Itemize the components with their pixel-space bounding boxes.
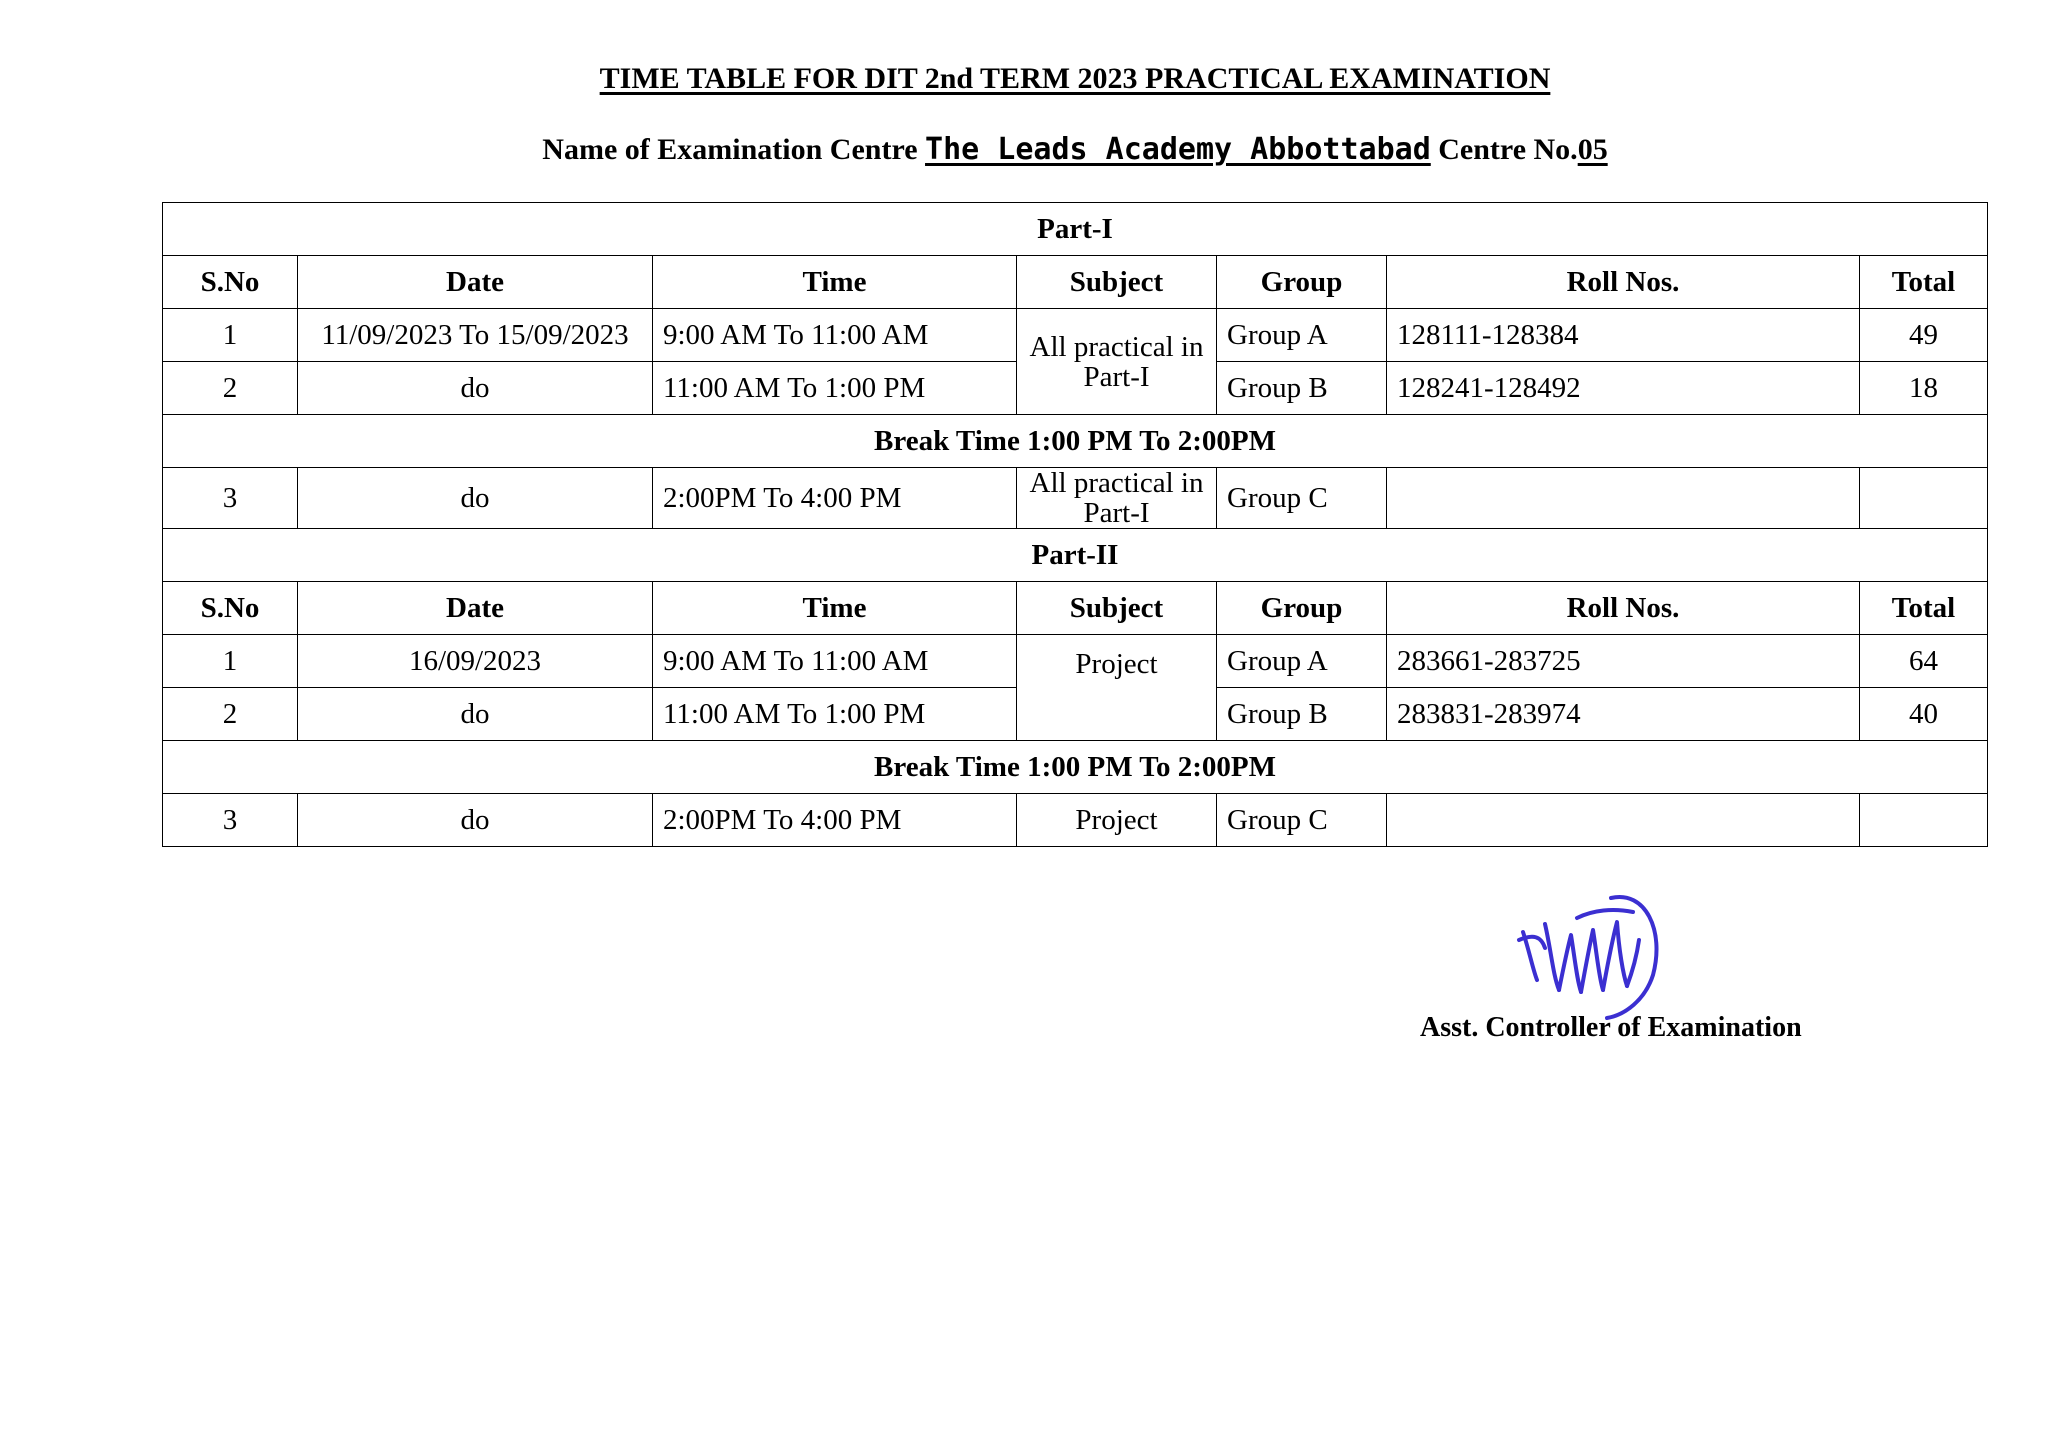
cell-date: 16/09/2023 <box>298 635 653 688</box>
cell-time: 9:00 AM To 11:00 AM <box>653 309 1017 362</box>
cell-time: 9:00 AM To 11:00 AM <box>653 635 1017 688</box>
part2-heading-row <box>163 529 1988 582</box>
cell-time: 11:00 AM To 1:00 PM <box>653 362 1017 415</box>
cell-date: 11/09/2023 To 15/09/2023 <box>298 309 653 362</box>
centre-line <box>0 132 2048 167</box>
cell-group: Group A <box>1217 635 1387 688</box>
cell-sno: 2 <box>163 362 298 415</box>
cell-group: Group B <box>1217 688 1387 741</box>
cell-total: 40 <box>1860 688 1988 741</box>
col-sno: S.No <box>163 582 298 635</box>
col-roll: Roll Nos. <box>1387 582 1860 635</box>
centre-name: The Leads Academy Abbottabad <box>925 132 1431 167</box>
centre-prefix: Name of Examination Centre <box>542 133 918 166</box>
col-total: Total <box>1860 582 1988 635</box>
part1-header-row <box>163 256 1988 309</box>
cell-subject: All practical in Part-I <box>1017 309 1217 415</box>
table-row <box>163 635 1988 688</box>
cell-roll: 128241-128492 <box>1387 362 1860 415</box>
col-date: Date <box>298 582 653 635</box>
centre-no-label: Centre No. <box>1438 133 1578 166</box>
col-date: Date <box>298 256 653 309</box>
col-roll: Roll Nos. <box>1387 256 1860 309</box>
cell-total: 18 <box>1860 362 1988 415</box>
cell-time: 11:00 AM To 1:00 PM <box>653 688 1017 741</box>
cell-total <box>1860 468 1988 529</box>
table-row <box>163 468 1988 529</box>
cell-sno: 1 <box>163 309 298 362</box>
centre-no: 05 <box>1577 133 1608 166</box>
cell-sno: 1 <box>163 635 298 688</box>
col-total: Total <box>1860 256 1988 309</box>
col-time: Time <box>653 256 1017 309</box>
col-subject: Subject <box>1017 582 1217 635</box>
cell-group: Group C <box>1217 468 1387 529</box>
part2-break: Break Time 1:00 PM To 2:00PM <box>163 741 1988 794</box>
cell-time: 2:00PM To 4:00 PM <box>653 794 1017 847</box>
signature-block <box>1420 890 1820 1060</box>
cell-sno: 2 <box>163 688 298 741</box>
cell-subject: Project <box>1017 635 1217 741</box>
cell-roll: 128111-128384 <box>1387 309 1860 362</box>
cell-group: Group B <box>1217 362 1387 415</box>
cell-roll: 283661-283725 <box>1387 635 1860 688</box>
col-group: Group <box>1217 256 1387 309</box>
cell-group: Group C <box>1217 794 1387 847</box>
col-group: Group <box>1217 582 1387 635</box>
part2-break-row <box>163 741 1988 794</box>
cell-sno: 3 <box>163 794 298 847</box>
col-sno: S.No <box>163 256 298 309</box>
cell-time: 2:00PM To 4:00 PM <box>653 468 1017 529</box>
cell-roll: 283831-283974 <box>1387 688 1860 741</box>
cell-total <box>1860 794 1988 847</box>
part2-header-row <box>163 582 1988 635</box>
cell-subject: All practical in Part-I <box>1017 468 1217 529</box>
col-subject: Subject <box>1017 256 1217 309</box>
col-time: Time <box>653 582 1017 635</box>
cell-date: do <box>298 362 653 415</box>
cell-total: 64 <box>1860 635 1988 688</box>
document-title: TIME TABLE FOR DIT 2nd TERM 2023 PRACTICAL EXAMINATION <box>599 62 1551 95</box>
part1-break-row <box>163 415 1988 468</box>
table-row <box>163 794 1988 847</box>
cell-date: do <box>298 468 653 529</box>
part2-heading: Part-II <box>163 529 1988 582</box>
table-row <box>163 309 1988 362</box>
cell-group: Group A <box>1217 309 1387 362</box>
cell-sno: 3 <box>163 468 298 529</box>
cell-roll <box>1387 794 1860 847</box>
cell-roll <box>1387 468 1860 529</box>
signature-caption: Asst. Controller of Examination <box>1420 1012 1802 1043</box>
timetable <box>162 202 1988 847</box>
cell-total: 49 <box>1860 309 1988 362</box>
cell-date: do <box>298 688 653 741</box>
part1-break: Break Time 1:00 PM To 2:00PM <box>163 415 1988 468</box>
part1-heading: Part-I <box>163 203 1988 256</box>
cell-subject: Project <box>1017 794 1217 847</box>
part1-heading-row <box>163 203 1988 256</box>
cell-date: do <box>298 794 653 847</box>
